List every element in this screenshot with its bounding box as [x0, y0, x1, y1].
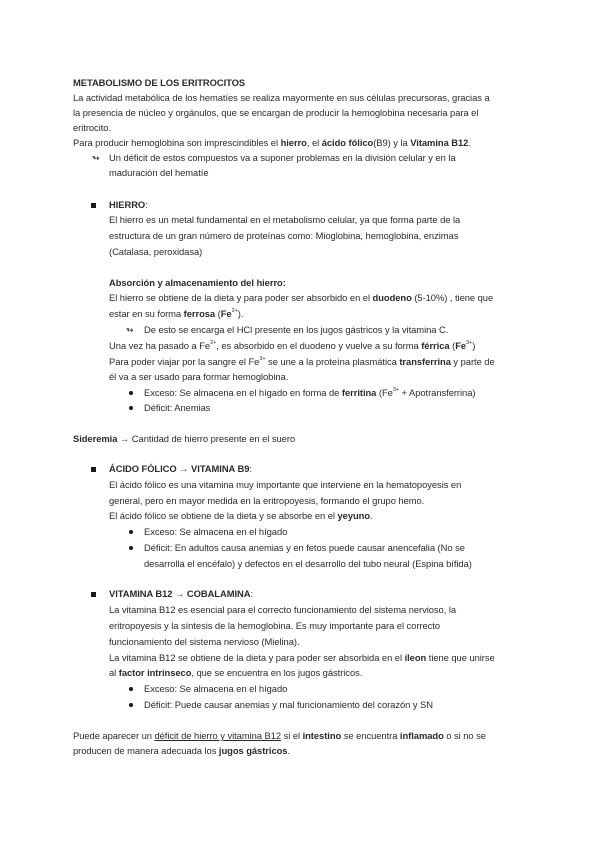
- dot-bullet-icon: [129, 703, 133, 707]
- absorption-line-5: él va a ser usado para formar hemoglobina.: [109, 371, 289, 382]
- section-heading-hierro: HIERRO:: [109, 199, 148, 210]
- b12-line-3: funcionamiento del sistema nervioso (Mielina).: [109, 636, 300, 647]
- absorption-line-3: Una vez ha pasado a $Fe^{2+}$, es absorbido en el duodeno y vuelve a su forma férrica $(Fe^{3+})$: [109, 340, 476, 351]
- arrow-bullet-icon: ↬: [92, 153, 100, 163]
- absorption-subheading: Absorción y almacenamiento del hierro:: [109, 277, 286, 288]
- hierro-exceso: Exceso: Se almacena en el hígado en forma de ferritina ($Fe^{3+}$ + Apotransferrina): [144, 387, 476, 398]
- dot-bullet-icon: [129, 406, 133, 410]
- section-heading-b12: VITAMINA B12 → COBALAMINA:: [109, 588, 254, 599]
- arrow-note-line-1: Un déficit de estos compuestos va a suponer problemas en la división celular y en la: [109, 152, 456, 163]
- hcl-note: De esto se encarga el HCl presente en los jugos gástricos y la vitamina C.: [144, 324, 449, 335]
- hierro-line-1: El hierro es un metal fundamental en el metabolismo celular, ya que forma parte de la: [109, 214, 461, 225]
- dot-bullet-icon: [129, 687, 133, 691]
- arrow-bullet-icon: ↬: [126, 325, 134, 335]
- b12-line-2: eritropoyesis y la síntesis de la hemoglobina. Es muy importante para el correcto: [109, 620, 441, 631]
- section-heading-folico: ÁCIDO FÓLICO → VITAMINA B9:: [109, 463, 252, 474]
- closing-line-2: producen de manera adecuada los jugos gástricos.: [73, 745, 291, 756]
- folico-line-1: El ácido fólico es una vitamina muy importante que interviene en la hematopoyesis en: [109, 479, 462, 490]
- hierro-line-2: estructura de un gran número de proteínas como: Mioglobina, hemoglobina, enzimas: [109, 230, 459, 241]
- intro-line-2: la presencia de núcleo y orgánulos, que se encargan de producir la hemoglobina necesaria para el: [73, 107, 479, 118]
- hierro-line-3: (Catalasa, peroxidasa): [109, 246, 203, 257]
- dot-bullet-icon: [129, 391, 133, 395]
- page-title: METABOLISMO DE LOS ERITROCITOS: [73, 77, 246, 88]
- sideremia-definition: Sideremia → Cantidad de hierro presente en el suero: [73, 433, 296, 444]
- b12-exceso: Exceso: Se almacena en el hígado: [144, 683, 288, 694]
- folico-deficit-line-2: desarrolla el encéfalo) y defectos en el desarrollo del tubo neural (Espina bífida): [144, 558, 472, 569]
- intro-line-4: Para producir hemoglobina son imprescindibles el hierro, el ácido fólico(B9) y la Vitamina B12.: [73, 137, 471, 148]
- hierro-deficit: Déficit: Anemias: [144, 402, 211, 413]
- square-bullet-icon: [91, 203, 96, 208]
- square-bullet-icon: [91, 467, 96, 472]
- intro-line-3: eritrocito.: [73, 122, 112, 133]
- absorption-line-2: estar en su forma ferrosa $(Fe^{2+})$.: [109, 308, 244, 319]
- absorption-line-4: Para poder viajar por la sangre el $Fe^{3+}$ se une a la proteína plasmática transferrina y parte de: [109, 356, 495, 367]
- closing-line-1: Puede aparecer un déficit de hierro y vitamina B12 si el intestino se encuentra inflamado o si no se: [73, 730, 486, 741]
- b12-deficit: Déficit: Puede causar anemias y mal funcionamiento del corazón y SN: [144, 699, 433, 710]
- dot-bullet-icon: [129, 546, 133, 550]
- arrow-note-line-2: maduración del hematíe: [109, 167, 209, 178]
- folico-deficit-line-1: Déficit: En adultos causa anemias y en fetos puede causar anencefalia (No se: [144, 542, 465, 553]
- folico-line-2: general, pero en mayor medida en la eritropoyesis, formando el grupo hemo.: [109, 495, 425, 506]
- square-bullet-icon: [91, 592, 96, 597]
- b12-line-5: al factor intrínseco, que se encuentra en los jugos gástricos.: [109, 667, 363, 678]
- intro-line-1: La actividad metabólica de los hematíes se realiza mayormente en sus células precursoras, gracias a: [73, 92, 490, 103]
- b12-line-1: La vitamina B12 es esencial para el correcto funcionamiento del sistema nervioso, la: [109, 604, 457, 615]
- b12-line-4: La vitamina B12 se obtiene de la dieta y para poder ser absorbida en el íleon tiene que unirse: [109, 652, 495, 663]
- folico-exceso: Exceso: Se almacena en el hígado: [144, 526, 288, 537]
- folico-line-3: El ácido fólico se obtiene de la dieta y se absorbe en el yeyuno.: [109, 510, 373, 521]
- dot-bullet-icon: [129, 530, 133, 534]
- absorption-line-1: El hierro se obtiene de la dieta y para poder ser absorbido en el duodeno (5-10%) , tiene que: [109, 292, 494, 303]
